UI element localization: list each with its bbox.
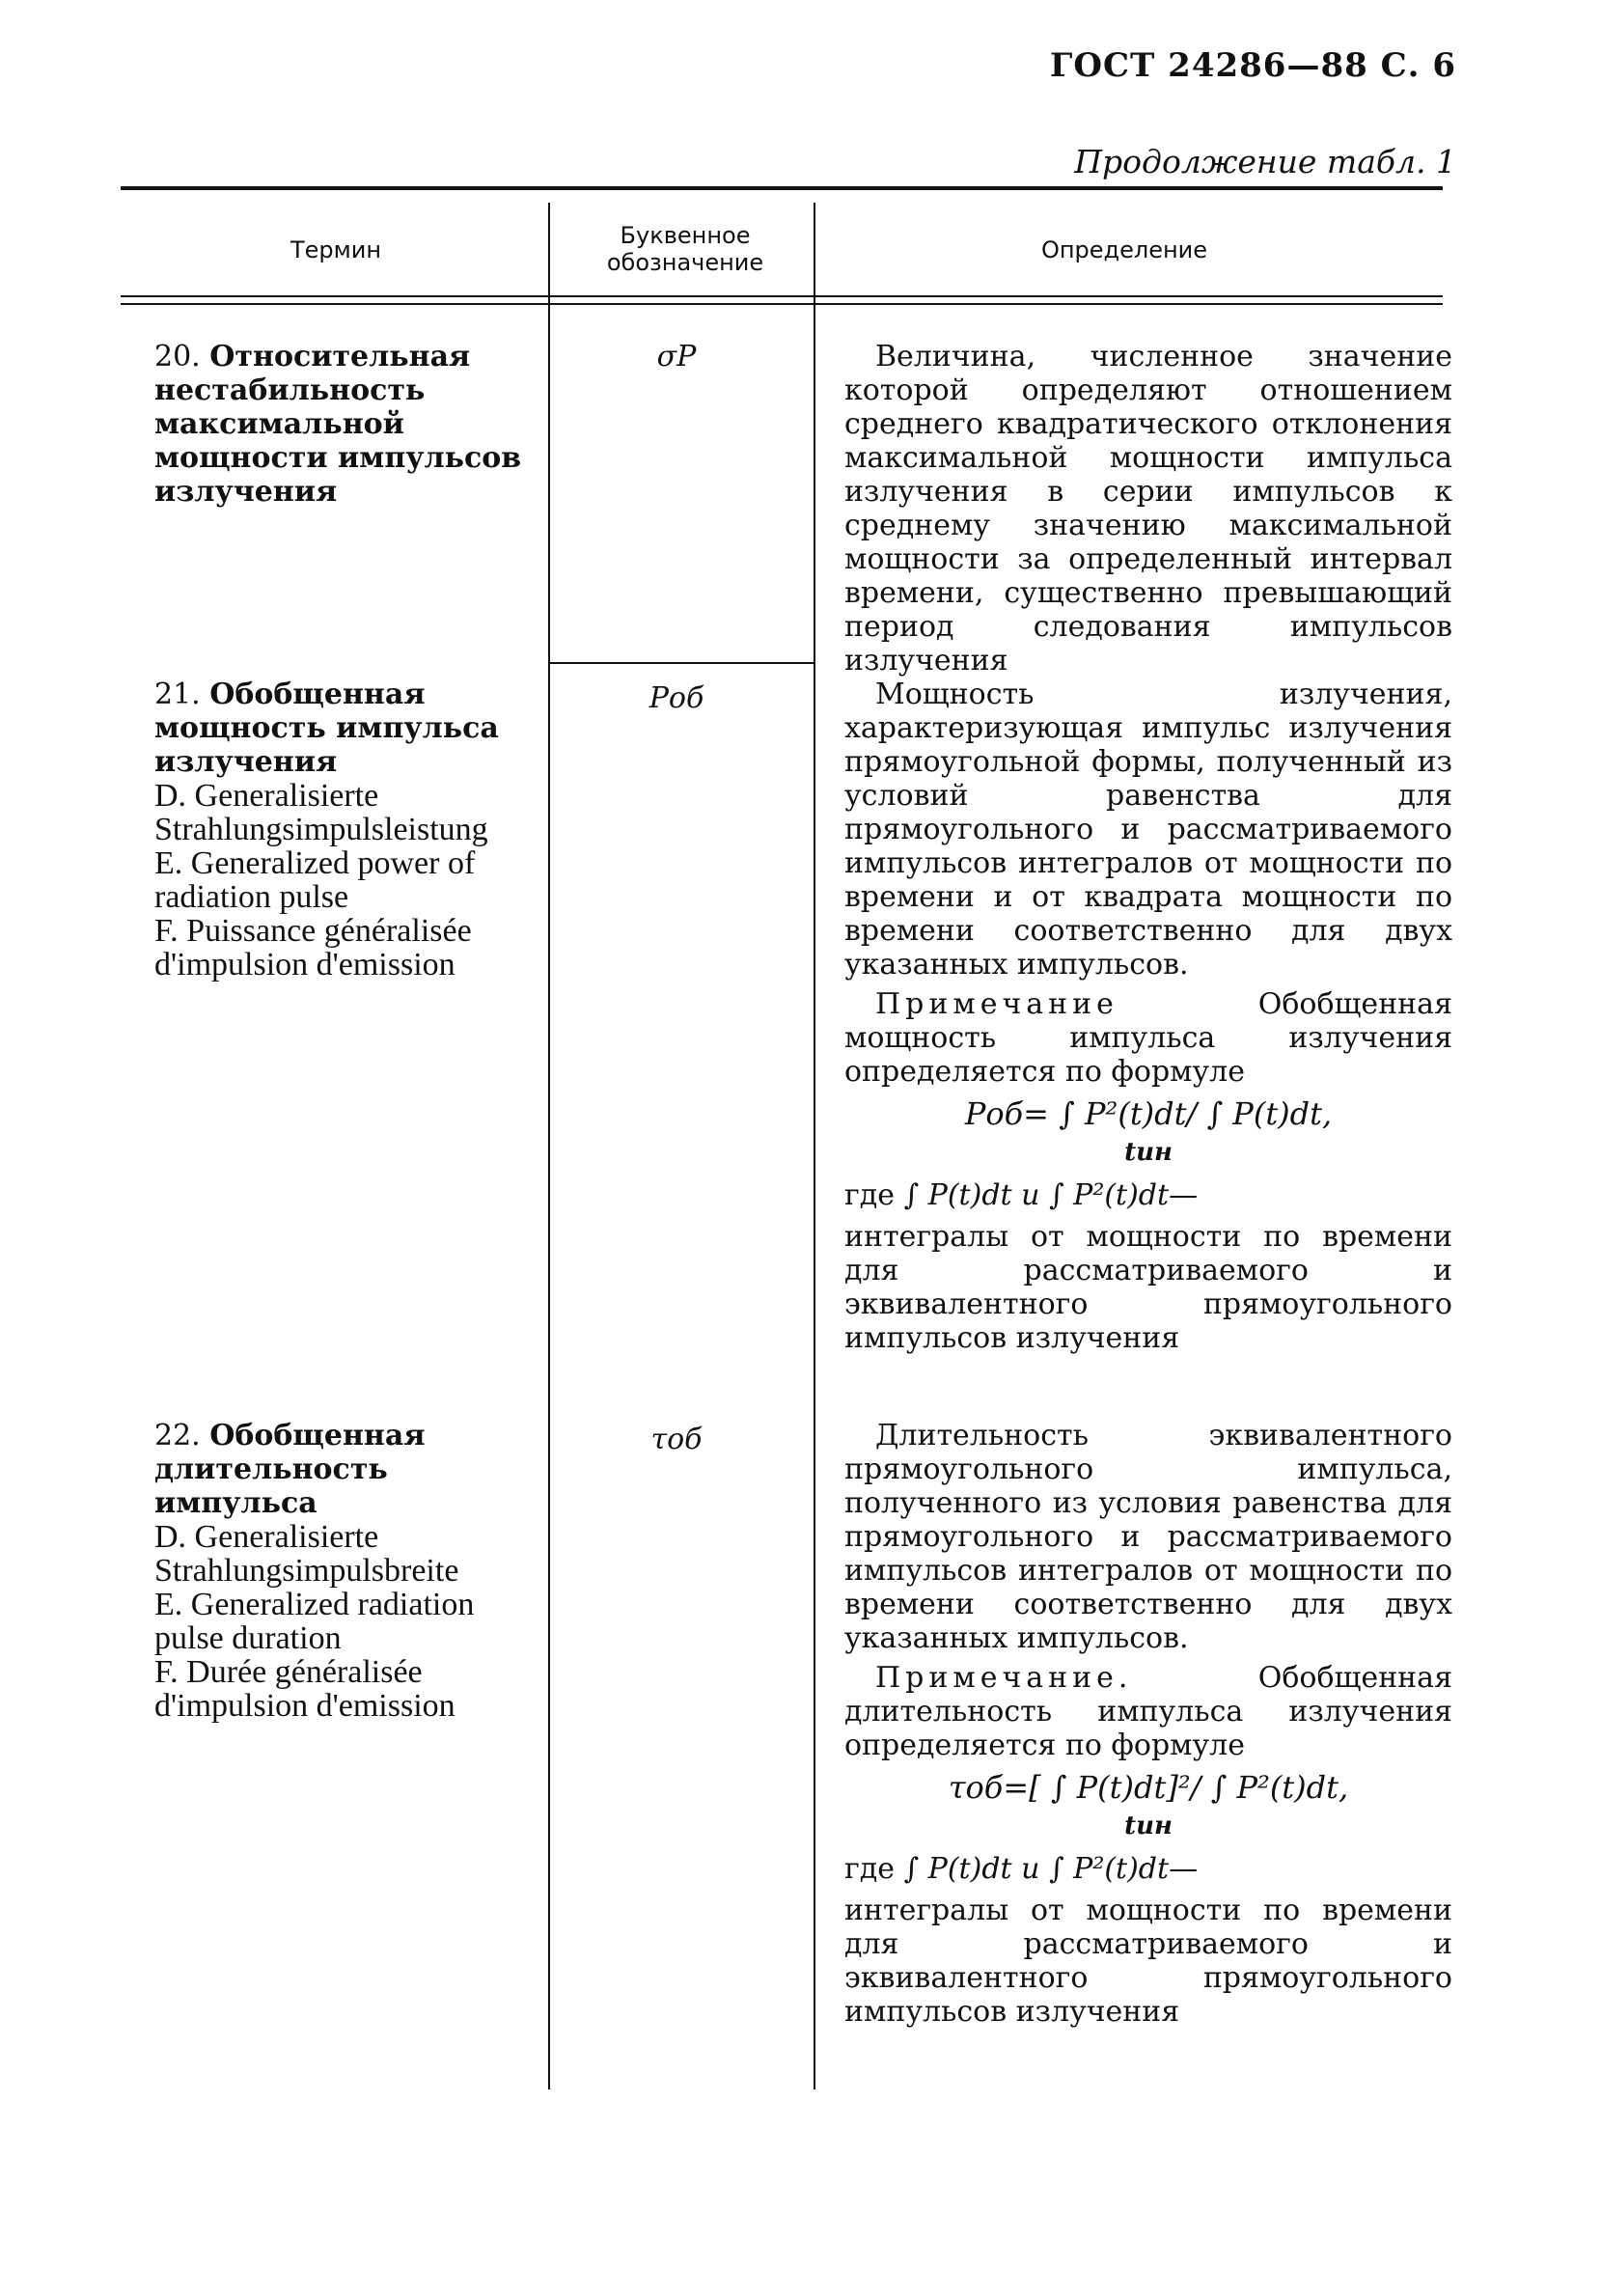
foreign-term-fr: F. Puissance généralisée d'impulsion d'emission [154, 913, 472, 982]
where-clause [844, 1851, 1452, 1888]
foreign-term-de: D. Generalisierte Strahlungsimpulsleistung [154, 778, 488, 847]
symbol-22: τоб [650, 1423, 703, 1456]
definition-22 [844, 1419, 1452, 2029]
foreign-term-de: D. Generalisierte Strahlungsimpulsbreite [154, 1519, 459, 1589]
definition-21 [844, 678, 1452, 1355]
term-22 [124, 1419, 533, 1723]
term-title [124, 678, 533, 779]
formula-subscript: tин [1124, 1138, 1173, 1167]
term-number: 20. [154, 340, 201, 373]
table-top-rule [121, 186, 1443, 190]
column-divider-1 [548, 203, 550, 2089]
term-title [124, 340, 533, 509]
where-formula: ∫ P(t)dt и ∫ P²(t)dt— [903, 1178, 1199, 1212]
table-header-rule-2 [121, 303, 1443, 305]
term-title-text: Обобщенная мощность импульса излучения [154, 678, 499, 779]
term-21 [124, 678, 533, 982]
term-title-text: Относительная нестабильность максимальной мощности импульсов излучения [154, 340, 522, 509]
page-header: ГОСТ 24286—88 С. 6 [1049, 46, 1456, 85]
where-text: интегралы от мощности по времени для рассматриваемого и эквивалентного прямоугольного импульсов излучения [844, 1894, 1452, 2029]
foreign-term-en: E. Generalized radiation pulse duration [154, 1587, 475, 1656]
formula-main: Pоб= ∫ P²(t)dt/ ∫ P(t)dt, [964, 1095, 1333, 1132]
row-separator [550, 662, 814, 664]
table-header-rule-1 [121, 295, 1443, 297]
definition-20 [844, 340, 1452, 678]
where-word: где [844, 1852, 895, 1886]
term-title-text: Обобщенная длительность импульса [154, 1419, 426, 1520]
formula [844, 1768, 1452, 1845]
symbol-20: σP [656, 340, 697, 373]
symbol-21: Pоб [649, 681, 704, 715]
foreign-term-en: E. Generalized power of radiation pulse [154, 845, 476, 915]
definition-text: Длительность эквивалентного прямоугольного импульса, полученного из условия равенства для прямоугольного и рассматриваемого импульсов интегралов от мощности по времени соответственно для двух указанных импульсов. [844, 1419, 1452, 1655]
formula-main: τоб=[ ∫ P(t)dt]²/ ∫ P²(t)dt, [948, 1769, 1349, 1806]
where-clause [844, 1177, 1452, 1214]
formula-subscript: tин [1124, 1812, 1173, 1840]
note-text: Обобщенная длительность импульса излучения определяется по формуле [844, 1661, 1452, 1762]
definition-text: Мощность излучения, характеризующая импульс излучения прямоугольной формы, полученный из условий равенства для прямоугольного и рассматриваемого импульсов интегралов от мощности по времени и от квадрата мощности по времени соответственно для двух указанных импульсов. [844, 678, 1452, 982]
foreign-term-fr: F. Durée généralisée d'impulsion d'emission [154, 1654, 455, 1724]
note [844, 1661, 1452, 1762]
term-title [124, 1419, 533, 1520]
note-label: Примечание. [875, 1661, 1133, 1695]
where-formula: ∫ P(t)dt и ∫ P²(t)dt— [903, 1852, 1199, 1886]
note-label: Примечание [875, 987, 1118, 1021]
where-word: где [844, 1178, 895, 1212]
term-number: 22. [154, 1419, 201, 1452]
column-header-symbol: Буквенное обозначение [606, 222, 764, 276]
definition-text: Величина, численное значение которой определяют отношением среднего квадратического отклонения максимальной мощности импульса излучения в серии импульсов к среднему значению максимальной мощности за определенный интервал времени, существенно превышающий период следования импульсов излучения [844, 340, 1452, 678]
column-divider-2 [814, 203, 815, 2089]
where-text: интегралы от мощности по времени для рассматриваемого и эквивалентного прямоугольного импульсов излучения [844, 1220, 1452, 1355]
column-header-term: Термин [290, 236, 382, 263]
column-header-definition: Определение [1040, 236, 1208, 263]
note-text: Обобщенная мощность импульса излучения определяется по формуле [844, 987, 1452, 1089]
formula [844, 1094, 1452, 1172]
term-20 [124, 340, 533, 509]
note [844, 987, 1452, 1089]
table-continuation-label: Продолжение табл. 1 [1074, 143, 1456, 180]
term-number: 21. [154, 678, 201, 711]
